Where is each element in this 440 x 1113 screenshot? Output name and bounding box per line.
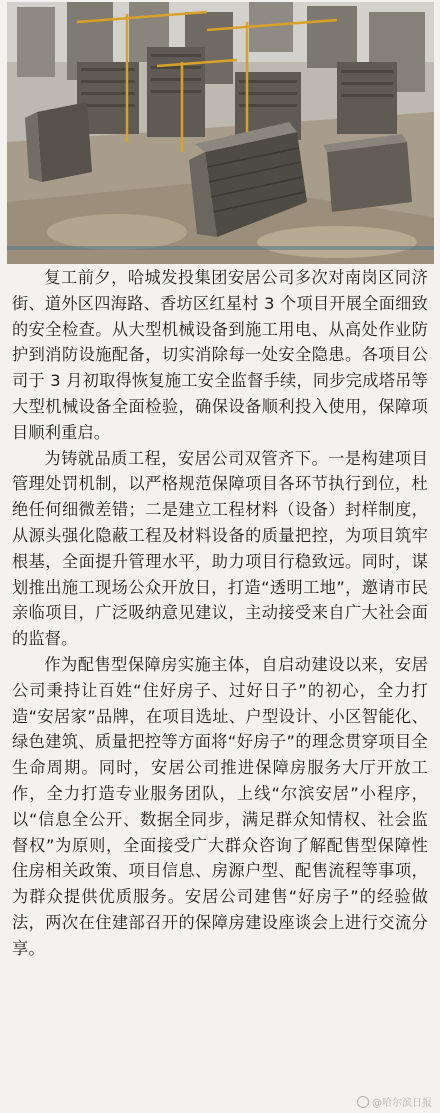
article-paragraph: 复工前夕，哈城发投集团安居公司多次对南岗区同济街、道外区四海路、香坊区红星村 3 个项目开展全面细致的安全检查。从大型机械设备到施工用电、从高处作业防护到消防设施配备，切实消除每一处安全隐患。各项目公司于 3 月初取得恢复施工安全监督手续，同步完成塔吊等大型机械设备全面检验，确保设备顺利投入使用，保障项目顺利重启。 [12, 268, 428, 442]
watermark [357, 1094, 432, 1109]
watermark-text: @哈尔滨日报 [372, 1098, 432, 1109]
construction-site-photo [7, 2, 434, 264]
weibo-logo-icon [357, 1096, 369, 1108]
article-paragraph: 作为配售型保障房实施主体，自启动建设以来，安居公司秉持让百姓“住好房子、过好日子”的初心，全力打造“安居家”品牌，在项目选址、户型设计、小区智能化、绿色建筑、质量把控等方面将“好房子”的理念贯穿项目全生命周期。同时，安居公司推进保障房服务大厅开放工作，全力打造专业服务团队，上线“尔滨安居”小程序，以“信息全公开、数据全同步，满足群众知情权、社会监督权”为原则，全面接受广大群众咨询了解配售型保障性住房相关政策、项目信息、房源户型、配售流程等事项，为群众提供优质服务。安居公司建售“好房子”的经验做法，两次在住建部召开的保障房建设座谈会上进行交流分享。 [12, 654, 428, 958]
article-paragraph: 为铸就品质工程，安居公司双管齐下。一是构建项目管理处罚机制，以严格规范保障项目各环节执行到位，杜绝任何细微差错；二是建立工程材料（设备）封样制度，从源头强化隐蔽工程及材料设备的质量把控，为项目筑牢根基，全面提升管理水平，助力项目行稳致远。同时，谋划推出施工现场公众开放日，打造“透明工地”，邀请市民亲临项目，广泛吸纳意见建议，主动接受来自广大社会面的监督。 [12, 448, 428, 649]
article-body [12, 265, 428, 962]
